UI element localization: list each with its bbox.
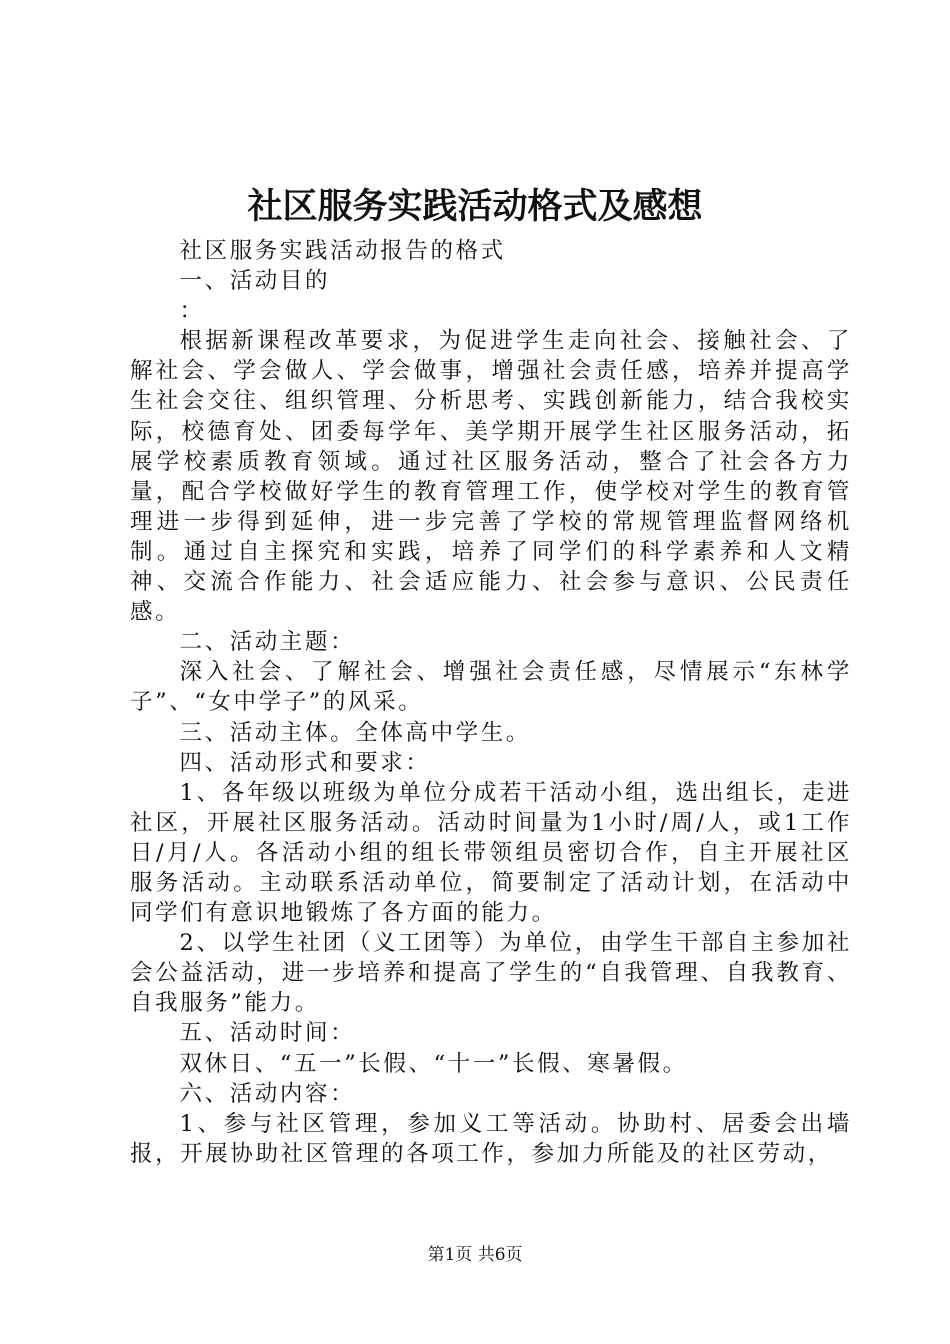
paragraph-content-item-1: 1、参与社区管理，参加义工等活动。协助村、居委会出墙报，开展协助社区管理的各项工作，参加力所能及的社区劳动， bbox=[130, 1110, 852, 1167]
paragraph-form-item-2: 2、以学生社团（义工团等）为单位，由学生干部自主参加社会公益活动，进一步培养和提高了学生的“自我管理、自我教育、自我服务”能力。 bbox=[130, 930, 852, 1017]
paragraph-colon: ： bbox=[179, 298, 205, 325]
document-title: 社区服务实践活动格式及感想 bbox=[247, 186, 703, 227]
heading-activity-theme: 二、活动主题： bbox=[179, 629, 356, 656]
heading-activity-form: 四、活动形式和要求： bbox=[179, 749, 431, 776]
paragraph-purpose-text: 根据新课程改革要求，为促进学生走向社会、接触社会、了解社会、学会做人、学会做事，增强社会责任感，培养并提高学生社会交往、组织管理、分析思考、实践创新能力，结合我校实际，校德育处、团委每学年、美学期开展学生社区服务活动，拓展学校素质教育领域。通过社区服务活动，整合了社会各方力量，配合学校做好学生的教育管理工作，使学校对学生的教育管理进一步得到延伸，进一步完善了学校的常规管理监督网络机制。通过自主探究和实践，培养了同学们的科学素养和人文精神、交流合作能力、社会适应能力、社会参与意识、公民责任感。 bbox=[130, 328, 852, 626]
paragraph-theme-text: 深入社会、了解社会、增强社会责任感，尽情展示“东林学子”、“女中学子”的风采。 bbox=[130, 659, 852, 716]
heading-activity-time: 五、活动时间： bbox=[179, 1020, 356, 1047]
document-body bbox=[130, 236, 852, 1169]
heading-activity-purpose: 一、活动目的 bbox=[179, 268, 331, 295]
paragraph-time-text: 双休日、“五一”长假、“十一”长假、寒暑假。 bbox=[179, 1050, 688, 1077]
paragraph-form-item-1: 1、各年级以班级为单位分成若干活动小组，选出组长，走进社区，开展社区服务活动。活动时间量为1小时/周/人，或1工作日/月/人。各活动小组的组长带领组员密切合作，自主开展社区服务活动。主动联系活动单位，简要制定了活动计划，在活动中同学们有意识地锻炼了各方面的能力。 bbox=[130, 779, 852, 927]
paragraph-report-format: 社区服务实践活动报告的格式 bbox=[179, 238, 506, 264]
heading-activity-content: 六、活动内容： bbox=[179, 1080, 356, 1107]
heading-activity-subject: 三、活动主体。全体高中学生。 bbox=[179, 719, 531, 746]
page-footer: 第1页 共6页 bbox=[427, 1245, 523, 1265]
